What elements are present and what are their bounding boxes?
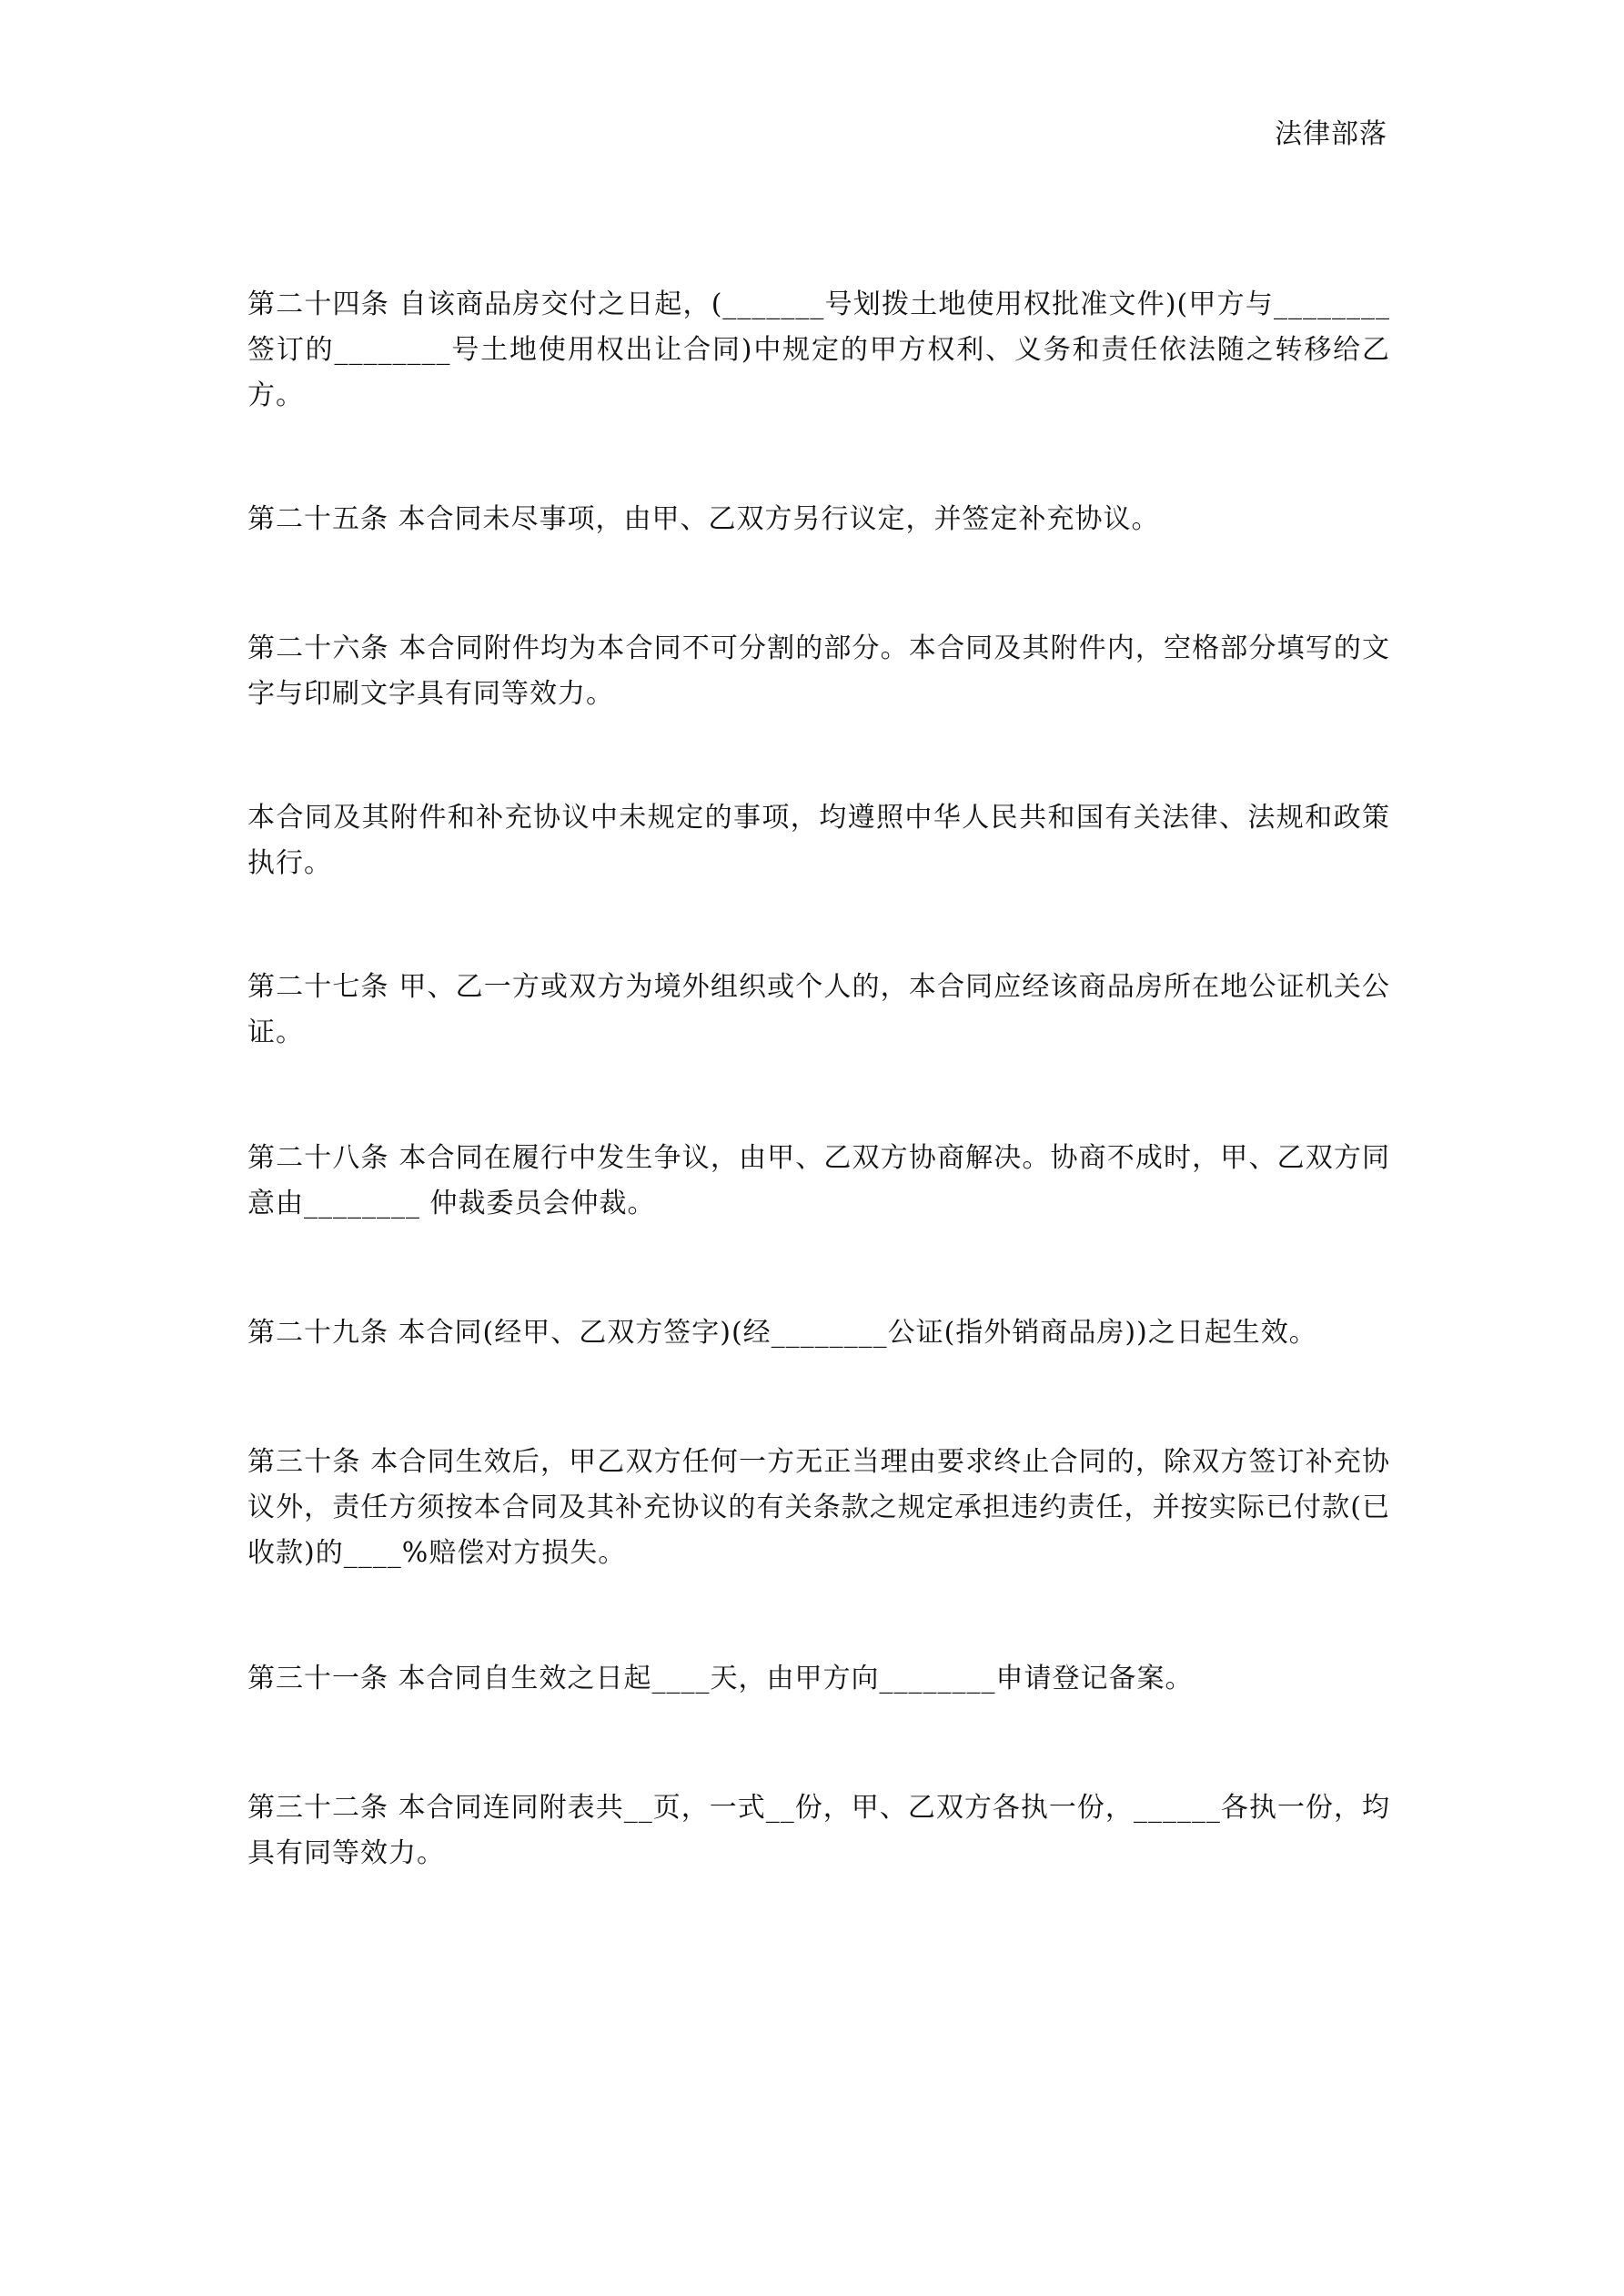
article-29: 第二十九条 本合同(经甲、乙双方签字)(经________公证(指外销商品房))之日起生效。 xyxy=(247,1317,1317,1349)
page-header: 法律部落 xyxy=(1275,118,1387,150)
article-25: 第二十五条 本合同未尽事项，由甲、乙双方另行议定，并签定补充协议。 xyxy=(247,503,1160,535)
article-27: 第二十七条 甲、乙一方或双方为境外组织或个人的，本合同应经该商品房所在地公证机关公证。 xyxy=(247,971,1390,1048)
article-30: 第三十条 本合同生效后，甲乙双方任何一方无正当理由要求终止合同的，除双方签订补充协议外，责任方须按本合同及其补充协议的有关条款之规定承担违约责任，并按实际已付款(已收款)的____%赔偿对方损失。 xyxy=(247,1446,1390,1569)
article-24: 第二十四条 自该商品房交付之日起，(_______号划拨土地使用权批准文件)(甲方与________签订的________号土地使用权出让合同)中规定的甲方权利、义务和责任依法随之转移给乙方。 xyxy=(247,288,1390,411)
article-32: 第三十二条 本合同连同附表共__页，一式__份，甲、乙双方各执一份，______各执一份，均具有同等效力。 xyxy=(247,1792,1390,1869)
article-31: 第三十一条 本合同自生效之日起____天，由甲方向________申请登记备案。 xyxy=(247,1663,1194,1694)
article-26: 第二十六条 本合同附件均为本合同不可分割的部分。本合同及其附件内，空格部分填写的文字与印刷文字具有同等效力。 xyxy=(247,632,1390,710)
supplementary-clause: 本合同及其附件和补充协议中未规定的事项，均遵照中华人民共和国有关法律、法规和政策执行。 xyxy=(247,802,1390,879)
article-28: 第二十八条 本合同在履行中发生争议，由甲、乙双方协商解决。协商不成时，甲、乙双方同意由________ 仲裁委员会仲裁。 xyxy=(247,1142,1390,1219)
